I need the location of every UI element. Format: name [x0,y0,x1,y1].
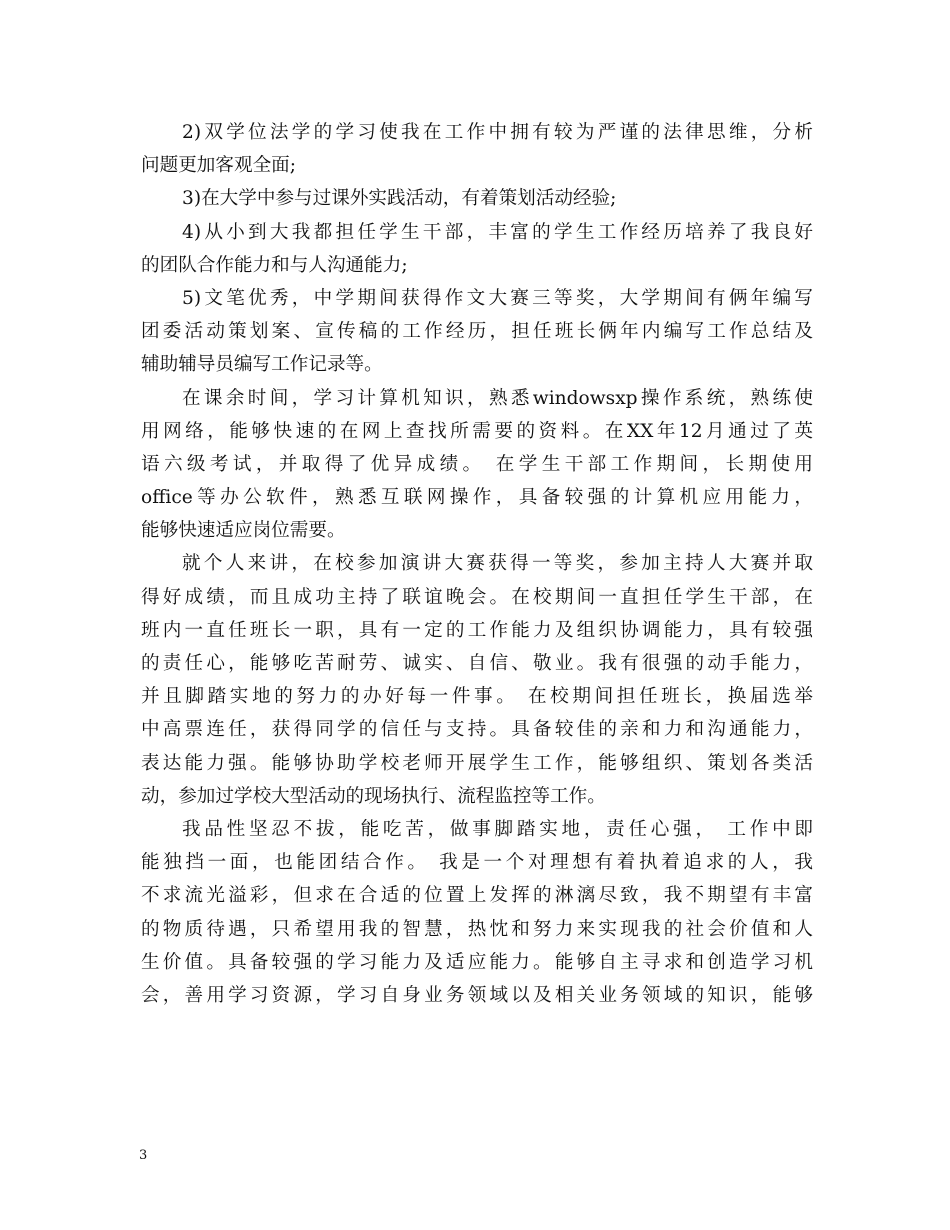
text-line: 辅助辅导员编写工作记录等。 [141,354,383,376]
text-line: 2)双学位法学的学习使我在工作中拥有较为严谨的法律思维，分析 [182,122,813,143]
text-line: 我品性坚忍不拔，能吃苦，做事脚踏实地，责任心强， 工作中即 [182,818,813,840]
text-line: 用网络，能够快速的在网上查找所需要的资料。在XX年12月通过了英 [141,420,813,442]
text-line: 动，参加过学校大型活动的现场执行、流程监控等工作。 [141,785,606,807]
text-line: 5)文笔优秀，中学期间获得作文大赛三等奖，大学期间有俩年编写 [182,287,813,309]
text-line: 4)从小到大我都担任学生干部，丰富的学生工作经历培养了我良好 [182,221,813,243]
text-line: 不求流光溢彩，但求在合适的位置上发挥的淋漓尽致，我不期望有丰富 [141,885,813,907]
text-line: 3)在大学中参与过课外实践活动，有着策划活动经验; [182,188,617,210]
text-line: 能够快速适应岗位需要。 [141,520,346,542]
text-line: 能独挡一面，也能团结合作。 我是一个对理想有着执着追求的人，我 [141,852,813,874]
text-line: 班内一直任班长一职，具有一定的工作能力及组织协调能力，具有较强 [141,619,813,641]
text-line: 表达能力强。能够协助学校老师开展学生工作，能够组织、策划各类活 [141,752,813,774]
text-line: office等办公软件，熟悉互联网操作，具备较强的计算机应用能力， [141,487,813,509]
text-line: 团委活动策划案、宣传稿的工作经历，担任班长俩年内编写工作总结及 [141,321,813,343]
text-line: 的团队合作能力和与人沟通能力; [141,254,408,276]
document-body [141,116,813,1012]
text-line: 在课余时间，学习计算机知识，熟悉windowsxp操作系统，熟练使 [182,387,813,409]
text-line: 中高票连任，获得同学的信任与支持。具备较佳的亲和力和沟通能力， [141,719,813,741]
text-line: 的责任心，能够吃苦耐劳、诚实、自信、敬业。我有很强的动手能力， [141,653,813,674]
text-line: 的物质待遇，只希望用我的智慧，热忱和努力来实现我的社会价值和人 [141,918,813,940]
text-line: 会，善用学习资源，学习自身业务领域以及相关业务领域的知识，能够 [141,984,813,1006]
text-line: 问题更加客观全面; [141,155,297,177]
text-line: 语六级考试，并取得了优异成绩。 在学生干部工作期间，长期使用 [141,453,813,475]
text-line: 得好成绩，而且成功主持了联谊晚会。在校期间一直担任学生干部，在 [141,586,813,608]
page-number: 3 [139,1148,148,1163]
text-line: 就个人来讲，在校参加演讲大赛获得一等奖，参加主持人大赛并取 [182,553,813,575]
text-line: 生价值。具备较强的学习能力及适应能力。能够自主寻求和创造学习机 [141,951,813,973]
text-line: 并且脚踏实地的努力的办好每一件事。 在校期间担任班长，换届选举 [141,686,813,708]
